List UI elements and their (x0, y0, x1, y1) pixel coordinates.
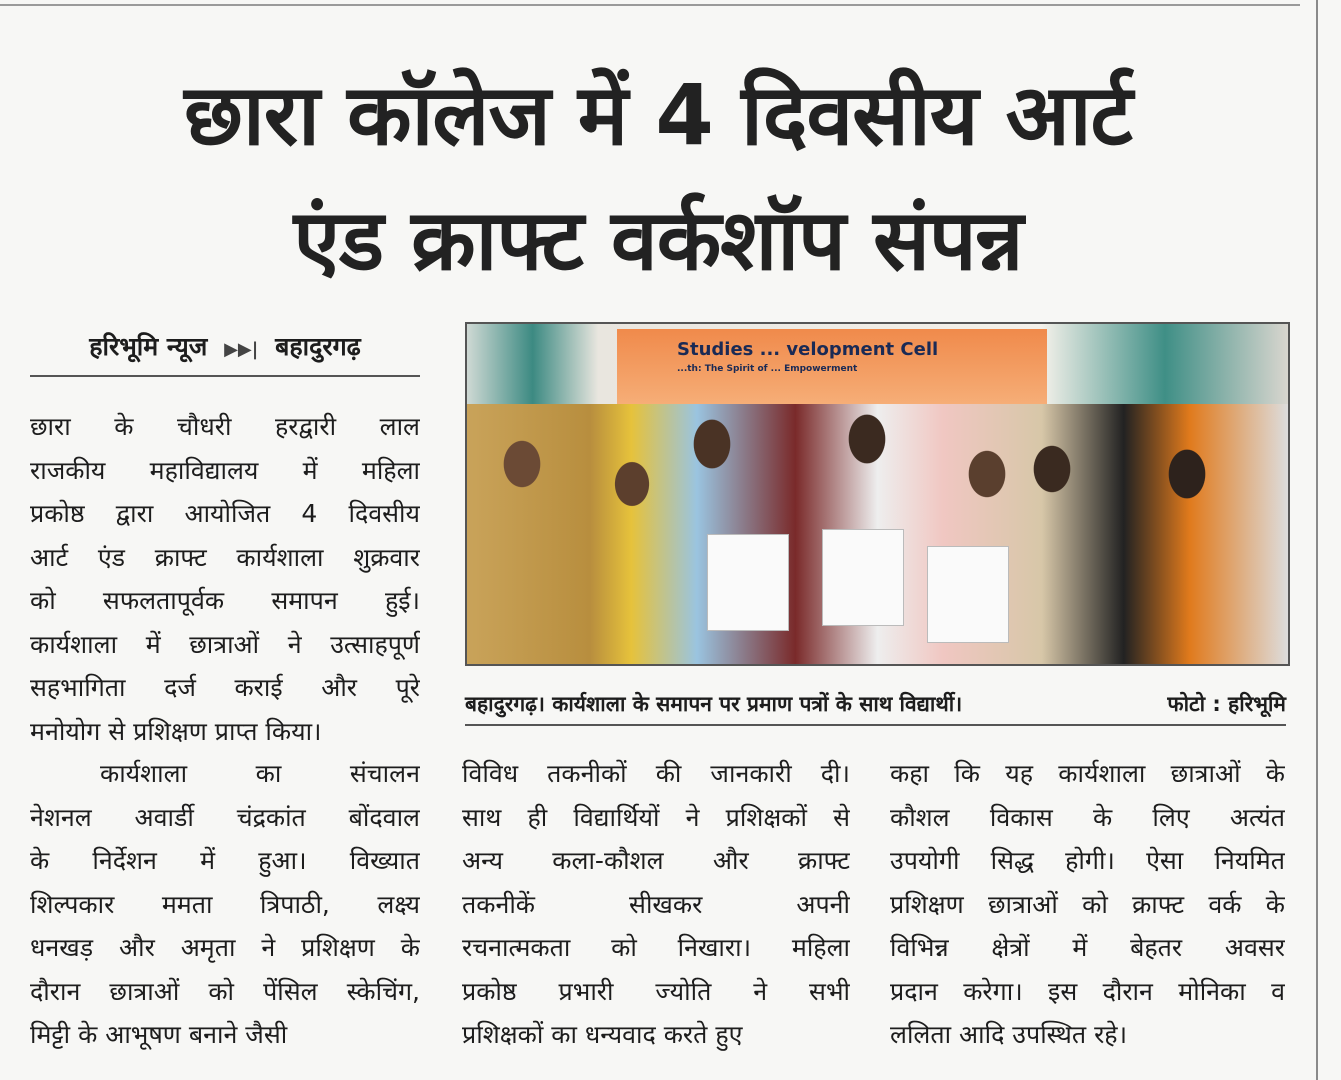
article-line: विविध तकनीकों की जानकारी दी। (462, 759, 850, 788)
article-line: प्रकोष्ठ द्वारा आयोजित 4 दिवसीय (30, 499, 420, 528)
article-line: ललिता आदि उपस्थित रहे। (890, 1020, 1128, 1049)
article-line: धनखड़ और अमृता ने प्रशिक्षण के (30, 933, 420, 962)
caption-text: बहादुरगढ़। कार्यशाला के समापन पर प्रमाण पत्रों के साथ विद्यार्थी। (465, 692, 963, 716)
article-line: प्रशिक्षण छात्राओं को क्राफ्ट वर्क के (890, 889, 1285, 919)
article-photo (465, 322, 1290, 666)
arrow-separator-icon: ▶▶| (224, 339, 259, 360)
article-line: विभिन्न क्षेत्रों में बेहतर अवसर (890, 933, 1285, 962)
headline-line-2: एंड क्राफ्ट वर्कशॉप संपन्न (293, 191, 1023, 289)
photo-banner (617, 329, 1047, 409)
article-column-3 (890, 752, 1285, 1057)
article-line: आर्ट एंड क्राफ्ट कार्यशाला शुक्रवार (30, 542, 420, 572)
article-line: कार्यशाला में छात्राओं ने उत्साहपूर्ण (30, 629, 420, 659)
article-line: कौशल विकास के लिए अत्यंत (890, 802, 1285, 832)
article-line: साथ ही विद्यार्थियों ने प्रशिक्षकों से (462, 802, 850, 832)
article-line: शिल्पकार ममता त्रिपाठी, लक्ष्य (30, 889, 420, 919)
column-rule (1316, 0, 1318, 1080)
photo-caption (465, 684, 1286, 726)
article-line: उपयोगी सिद्ध होगी। ऐसा नियमित (890, 846, 1285, 875)
article-line: तकनीकें सीखकर अपनी (462, 889, 850, 919)
article-line: कार्यशाला का संचालन (100, 759, 420, 788)
article-line: अन्य कला-कौशल और क्राफ्ट (462, 846, 850, 875)
dateline-place: बहादुरगढ़ (275, 332, 361, 361)
banner-title: Studies ... velopment Cell (677, 339, 939, 360)
article-line: मिट्टी के आभूषण बनाने जैसी (30, 1020, 288, 1049)
article-line: प्रदान करेगा। इस दौरान मोनिका व (890, 976, 1285, 1006)
article-line: मनोयोग से प्रशिक्षण प्राप्त किया। (30, 716, 322, 746)
sketch-paper (822, 529, 904, 626)
article-line: कहा कि यह कार्यशाला छात्राओं के (890, 759, 1285, 788)
photo-credit: फोटो : हरिभूमि (1167, 692, 1286, 716)
article-column-1b (30, 752, 420, 1057)
article-line: प्रकोष्ठ प्रभारी ज्योति ने सभी (462, 976, 850, 1006)
article-line: के निर्देशन में हुआ। विख्यात (30, 846, 420, 875)
headline-line-1: छारा कॉलेज में 4 दिवसीय आर्ट (184, 66, 1132, 164)
banner-subtitle: ...th: The Spirit of ... Empowerment (677, 364, 858, 374)
sketch-paper (927, 546, 1009, 643)
article-line: छारा के चौधरी हरद्वारी लाल (30, 412, 420, 441)
article-line: राजकीय महाविद्यालय में महिला (30, 455, 420, 485)
sketch-paper (707, 534, 789, 631)
article-line: प्रशिक्षकों का धन्यवाद करते हुए (462, 1020, 743, 1049)
article-line: रचनात्मकता को निखारा। महिला (462, 933, 850, 962)
article-column-2 (462, 752, 850, 1057)
dateline (30, 322, 420, 377)
article-line: को सफलतापूर्वक समापन हुई। (30, 586, 420, 615)
article-column-1a (30, 405, 420, 753)
article-line: सहभागिता दर्ज कराई और पूरे (30, 673, 420, 702)
article-line: नेशनल अवार्डी चंद्रकांत बोंदवाल (30, 802, 420, 832)
article-line: दौरान छात्राओं को पेंसिल स्केचिंग, (30, 976, 420, 1006)
top-border (0, 0, 1300, 6)
news-source: हरिभूमि न्यूज (89, 332, 208, 361)
